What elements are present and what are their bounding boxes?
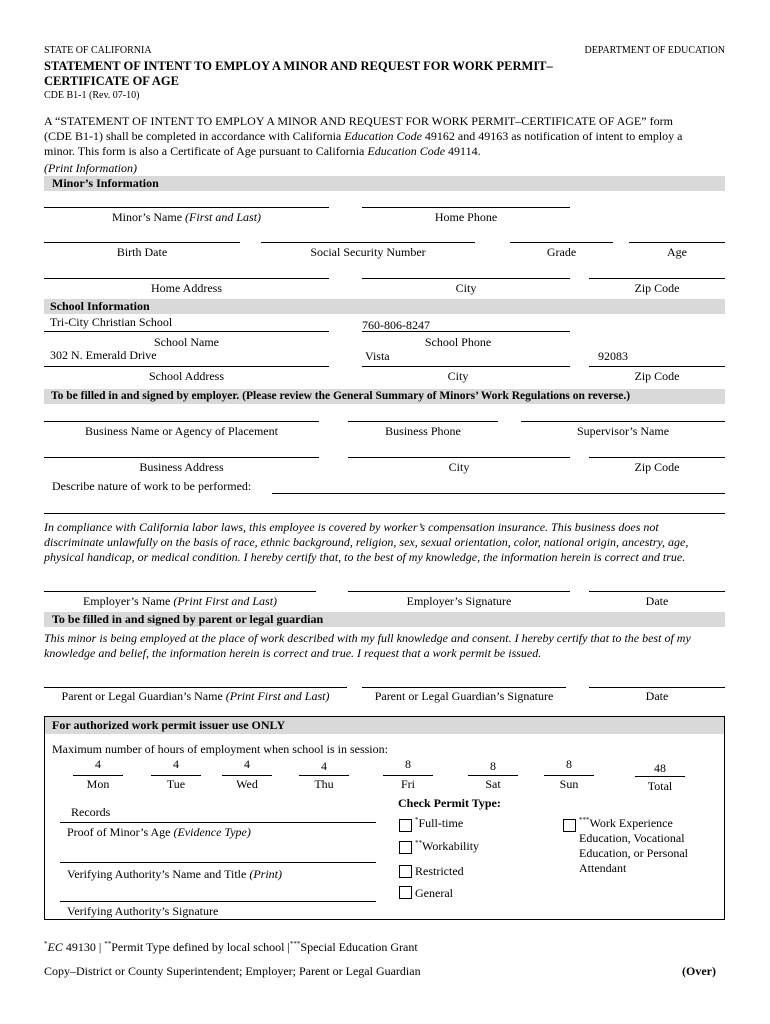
- age-field[interactable]: [629, 242, 725, 243]
- guardian-section-heading: To be filled in and signed by parent or legal guardian: [44, 612, 725, 627]
- guardian-name-field[interactable]: [44, 687, 347, 688]
- verifying-name-field[interactable]: [60, 901, 376, 902]
- birth-date-field[interactable]: [44, 242, 240, 243]
- print-info-note: (Print Information): [44, 161, 137, 175]
- employer-signature-label: Employer’s Signature: [406, 594, 512, 608]
- compliance-statement: In compliance with California labor laws, this employee is covered by worker’s compensation insurance. This business does not discriminate unlawfully on the basis of race, ethnic background, religion, sex, sexual orientation, color, national origin, ancestry, age, physical handicap, or medical condition. I hereby certify that, to the best of my knowledge, the information herein is correct and true.: [44, 520, 689, 564]
- minor-city-label: City: [455, 281, 477, 295]
- minor-name-label: Minor’s Name (First and Last): [111, 210, 262, 224]
- minor-city-field[interactable]: [362, 278, 570, 279]
- guardian-signature-label: Parent or Legal Guardian’s Signature: [374, 689, 554, 703]
- business-city-field[interactable]: [348, 457, 570, 458]
- ssn-field[interactable]: [261, 242, 475, 243]
- form-title-line1: STATEMENT OF INTENT TO EMPLOY A MINOR AND REQUEST FOR WORK PERMIT–: [44, 59, 553, 73]
- department-label: DEPARTMENT OF EDUCATION: [584, 45, 725, 56]
- verifying-name-label: Verifying Authority’s Name and Title (Print): [67, 867, 282, 881]
- intro-line3: minor. This form is also a Certificate of Age pursuant to California Education Code 49114.: [44, 144, 481, 158]
- guardian-consent-text: This minor is being employed at the place of work described with my full knowledge and consent. I hereby certify that to the best of my knowledge and belief, the information herein is correct and true. I request that a work permit be issued.: [44, 631, 691, 660]
- wed-hours[interactable]: 4: [244, 757, 250, 771]
- business-address-field[interactable]: [44, 457, 319, 458]
- max-hours-label: Maximum number of hours of employment when school is in session:: [52, 742, 388, 756]
- school-phone-label: School Phone: [424, 335, 492, 349]
- business-phone-field[interactable]: [348, 421, 498, 422]
- employer-name-label: Employer’s Name (Print First and Last): [82, 594, 278, 608]
- tue-hours[interactable]: 4: [173, 757, 179, 771]
- business-address-label: Business Address: [139, 460, 224, 474]
- fri-label: Fri: [400, 777, 415, 791]
- school-phone-value[interactable]: 760-806-8247: [362, 318, 430, 332]
- minor-name-field[interactable]: [44, 207, 329, 208]
- age-label: Age: [667, 245, 687, 259]
- school-name-label: School Name: [154, 335, 219, 349]
- records-label: Records: [71, 805, 111, 819]
- check-permit-type-label: Check Permit Type:: [398, 796, 501, 810]
- guardian-date-field[interactable]: [589, 687, 725, 688]
- minor-zip-field[interactable]: [589, 278, 725, 279]
- school-info-heading: School Information: [44, 299, 725, 314]
- business-city-label: City: [448, 460, 470, 474]
- sun-label: Sun: [559, 777, 579, 791]
- employer-date-field[interactable]: [589, 591, 725, 592]
- footnote: *EC 49130 | **Permit Type defined by local school |***Special Education Grant: [44, 940, 418, 954]
- intro-paragraph: [44, 114, 728, 159]
- supervisor-name-field[interactable]: [521, 421, 725, 422]
- employer-date-label: Date: [645, 594, 669, 608]
- proof-of-age-field[interactable]: [60, 862, 376, 863]
- workability-checkbox[interactable]: [399, 841, 412, 854]
- total-hours[interactable]: 48: [654, 761, 666, 775]
- form-title-line2: CERTIFICATE OF AGE: [44, 74, 179, 88]
- work-experience-checkbox[interactable]: [563, 819, 576, 832]
- employer-signature-field[interactable]: [348, 591, 570, 592]
- over-label: (Over): [682, 964, 716, 978]
- school-zip-label: Zip Code: [634, 369, 680, 383]
- business-zip-label: Zip Code: [634, 460, 680, 474]
- school-city-value[interactable]: Vista: [365, 349, 390, 363]
- business-zip-field[interactable]: [589, 457, 725, 458]
- intro-line2: (CDE B1-1) shall be completed in accordance with California Education Code 49162 and 49163 as notification of intent to employ a: [44, 129, 683, 143]
- business-name-field[interactable]: [44, 421, 319, 422]
- restricted-label: Restricted: [415, 864, 464, 878]
- workability-label: **Workability: [415, 839, 480, 853]
- general-checkbox[interactable]: [399, 886, 412, 899]
- guardian-name-label: Parent or Legal Guardian’s Name (Print First and Last): [61, 689, 330, 703]
- school-city-field: [362, 366, 570, 367]
- grade-label: Grade: [546, 245, 577, 259]
- total-label: Total: [647, 779, 673, 793]
- employer-section-heading: To be filled in and signed by employer. (Please review the General Summary of Minors’ Work Regulations on reverse.): [44, 389, 725, 404]
- school-address-value[interactable]: 302 N. Emerald Drive: [50, 348, 157, 362]
- school-city-label: City: [447, 369, 469, 383]
- tue-label: Tue: [166, 777, 186, 791]
- verifying-signature-label: Verifying Authority’s Signature: [67, 904, 219, 918]
- ssn-label: Social Security Number: [310, 245, 426, 259]
- school-zip-value[interactable]: 92083: [598, 349, 628, 363]
- sat-label: Sat: [485, 777, 501, 791]
- grade-field[interactable]: [510, 242, 613, 243]
- sun-hours[interactable]: 8: [566, 757, 572, 771]
- general-label: General: [415, 886, 453, 900]
- sat-hours[interactable]: 8: [490, 759, 496, 773]
- mon-label: Mon: [86, 777, 110, 791]
- fulltime-label: *Full-time: [415, 816, 464, 830]
- school-zip-field: [589, 366, 725, 367]
- home-phone-field[interactable]: [362, 207, 570, 208]
- wed-label: Wed: [236, 777, 258, 791]
- issuer-heading: For authorized work permit issuer use ONLY: [52, 718, 286, 732]
- business-phone-label: Business Phone: [385, 424, 461, 438]
- minor-info-heading: Minor’s Information: [44, 176, 725, 191]
- nature-of-work-field-2[interactable]: [44, 513, 725, 514]
- supervisor-name-label: Supervisor’s Name: [576, 424, 670, 438]
- form-id: CDE B1-1 (Rev. 07-10): [44, 90, 140, 101]
- employer-name-field[interactable]: [44, 591, 316, 592]
- intro-line1: A “STATEMENT OF INTENT TO EMPLOY A MINOR AND REQUEST FOR WORK PERMIT–CERTIFICATE OF AGE” form: [44, 114, 673, 128]
- home-address-label: Home Address: [151, 281, 222, 295]
- guardian-date-label: Date: [645, 689, 669, 703]
- minor-zip-label: Zip Code: [634, 281, 680, 295]
- restricted-checkbox[interactable]: [399, 865, 412, 878]
- birth-date-label: Birth Date: [116, 245, 168, 259]
- state-label: STATE OF CALIFORNIA: [44, 45, 152, 56]
- school-address-field: [44, 366, 329, 367]
- proof-of-age-label: Proof of Minor’s Age (Evidence Type): [67, 825, 251, 839]
- thu-label: Thu: [314, 777, 334, 791]
- fri-hours[interactable]: 8: [405, 757, 411, 771]
- work-experience-label: ***Work Experience Education, Vocational Education, or Personal Attendant: [579, 816, 688, 875]
- nature-of-work-label: Describe nature of work to be performed:: [52, 479, 252, 493]
- mon-hours[interactable]: 4: [95, 757, 101, 771]
- copy-distribution: Copy–District or County Superintendent; Employer; Parent or Legal Guardian: [44, 964, 421, 978]
- school-phone-field: [362, 331, 570, 332]
- business-name-label: Business Name or Agency of Placement: [85, 424, 278, 438]
- guardian-signature-field[interactable]: [362, 687, 566, 688]
- home-phone-label: Home Phone: [434, 210, 498, 224]
- home-address-field[interactable]: [44, 278, 329, 279]
- school-name-field: [44, 331, 329, 332]
- thu-hours[interactable]: 4: [321, 759, 327, 773]
- school-name-value[interactable]: Tri-City Christian School: [50, 315, 173, 329]
- nature-of-work-field-1[interactable]: [272, 493, 725, 494]
- school-address-label: School Address: [149, 369, 224, 383]
- fulltime-checkbox[interactable]: [399, 819, 412, 832]
- records-field[interactable]: [60, 822, 376, 823]
